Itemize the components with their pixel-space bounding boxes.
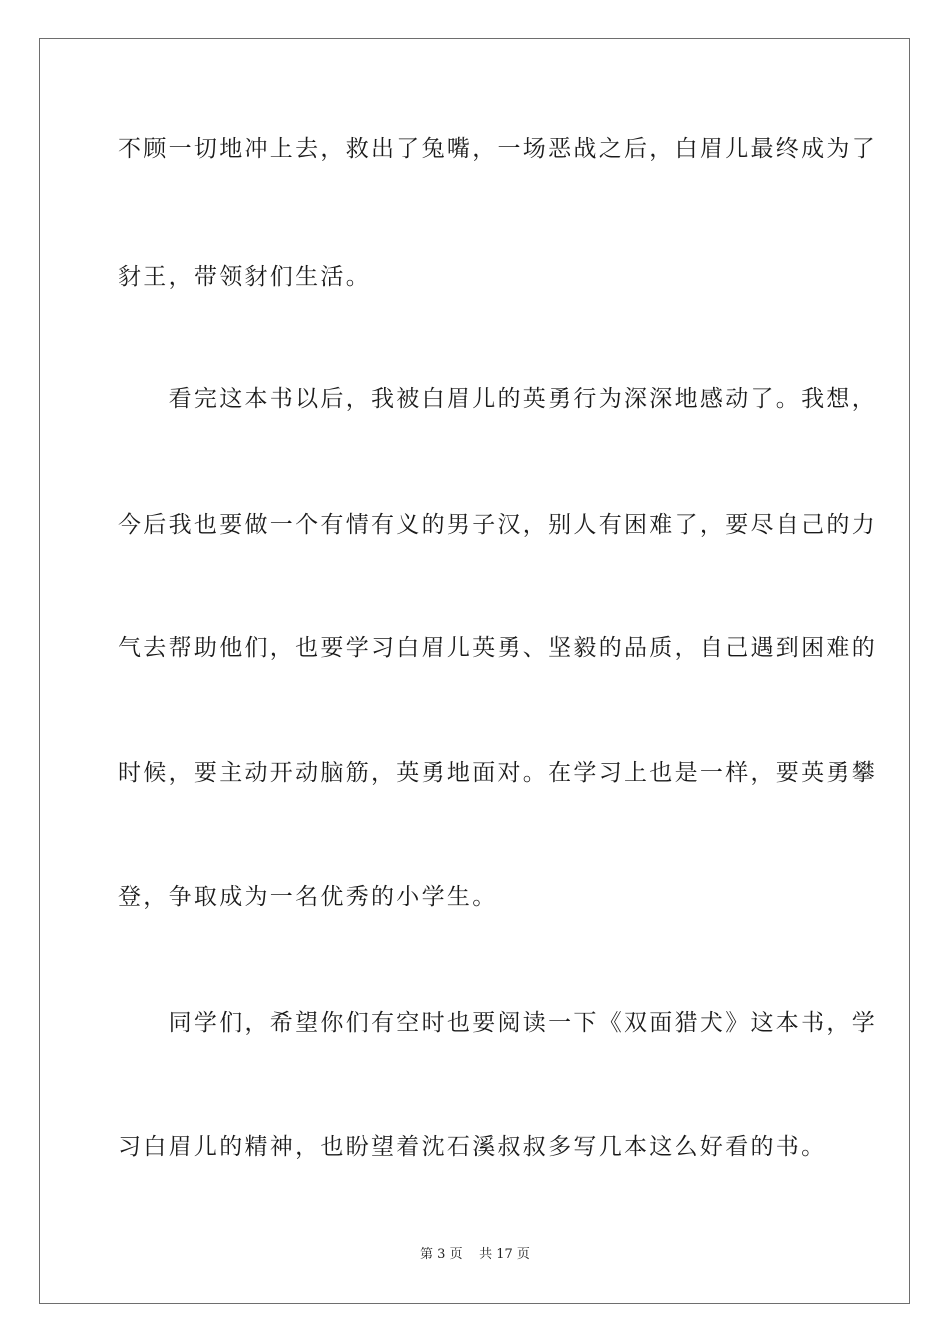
page-footer bbox=[0, 1246, 950, 1264]
text-line: 豺王，带领豺们生活。 bbox=[118, 264, 371, 290]
text-line: 习白眉儿的精神，也盼望着沈石溪叔叔多写几本这么好看的书。 bbox=[118, 1134, 827, 1160]
page-border bbox=[39, 38, 910, 1304]
page-number: 第 3 页 bbox=[420, 1247, 463, 1262]
page-total: 共 17 页 bbox=[479, 1247, 530, 1262]
text-line: 时候，要主动开动脑筋，英勇地面对。在学习上也是一样，要英勇攀 bbox=[118, 760, 877, 786]
text-line: 同学们，希望你们有空时也要阅读一下《双面猎犬》这本书，学 bbox=[118, 1010, 877, 1036]
text-line: 气去帮助他们，也要学习白眉儿英勇、坚毅的品质，自己遇到困难的 bbox=[118, 635, 877, 661]
text-line: 不顾一切地冲上去，救出了兔嘴，一场恶战之后，白眉儿最终成为了 bbox=[118, 136, 877, 162]
text-line: 今后我也要做一个有情有义的男子汉，别人有困难了，要尽自己的力 bbox=[118, 512, 877, 538]
text-line: 登，争取成为一名优秀的小学生。 bbox=[118, 884, 498, 910]
text-line: 看完这本书以后，我被白眉儿的英勇行为深深地感动了。我想， bbox=[118, 386, 877, 412]
